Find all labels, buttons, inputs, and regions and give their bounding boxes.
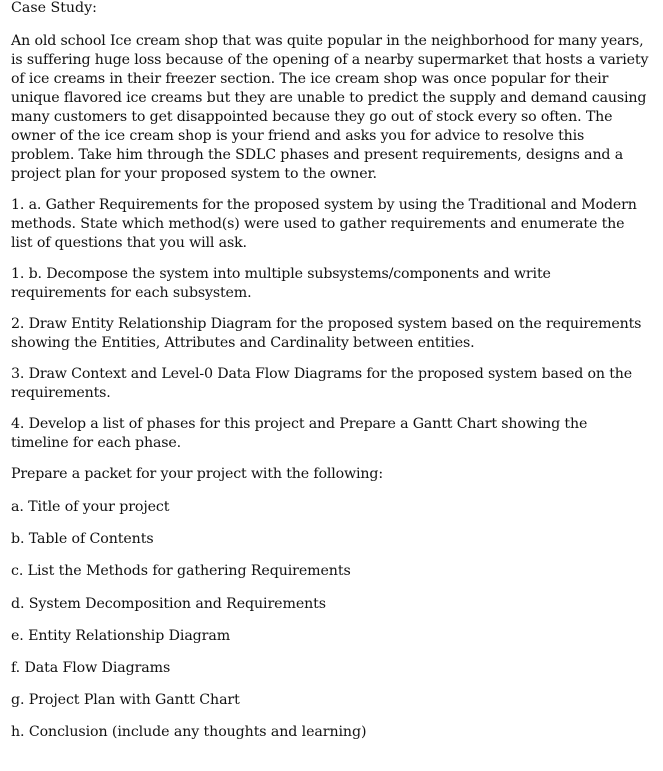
packet-item-toc: b. Table of Contents xyxy=(11,531,154,548)
intro-paragraph: An old school Ice cream shop that was quite popular in the neighborhood for many years, is suffering huge loss because of the opening of a nearby supermarket that hosts a variety of ice creams in their freezer section. The ice cream shop was once popular for their unique flavored ice creams but they are unable to predict the supply and demand causing many customers to get disappointed because they go out of stock every so often. The owner of the ice cream shop is your friend and asks you for advice to resolve this problem. Take him through the SDLC phases and present requirements, designs and a project plan for your proposed system to the owner. xyxy=(11,33,649,182)
packet-intro: Prepare a packet for your project with the following: xyxy=(11,466,383,482)
packet-item-erd: e. Entity Relationship Diagram xyxy=(11,627,231,644)
packet-item-methods: c. List the Methods for gathering Requirements xyxy=(11,563,351,580)
question-1b: 1. b. Decompose the system into multiple subsystems/components and write requirements for each subsystem. xyxy=(11,266,551,301)
packet-item-gantt: g. Project Plan with Gantt Chart xyxy=(11,692,240,709)
case-study-heading: Case Study: xyxy=(11,0,97,16)
packet-list xyxy=(11,498,649,756)
question-4: 4. Develop a list of phases for this project and Prepare a Gantt Chart showing the timeline for each phase. xyxy=(11,416,588,451)
packet-item-conclusion: h. Conclusion (include any thoughts and learning) xyxy=(11,724,367,741)
question-2: 2. Draw Entity Relationship Diagram for the proposed system based on the requirements showing the Entities, Attributes and Cardinality between entities. xyxy=(11,316,642,351)
packet-item-title: a. Title of your project xyxy=(11,499,170,515)
packet-item-decomposition: d. System Decomposition and Requirements xyxy=(11,595,326,612)
question-1a: 1. a. Gather Requirements for the proposed system by using the Traditional and Modern methods. State which method(s) were used to gather requirements and enumerate the list of questions that you will ask. xyxy=(11,197,637,251)
question-3: 3. Draw Context and Level-0 Data Flow Diagrams for the proposed system based on the requirements. xyxy=(11,366,633,401)
packet-item-dfd: f. Data Flow Diagrams xyxy=(11,659,171,676)
